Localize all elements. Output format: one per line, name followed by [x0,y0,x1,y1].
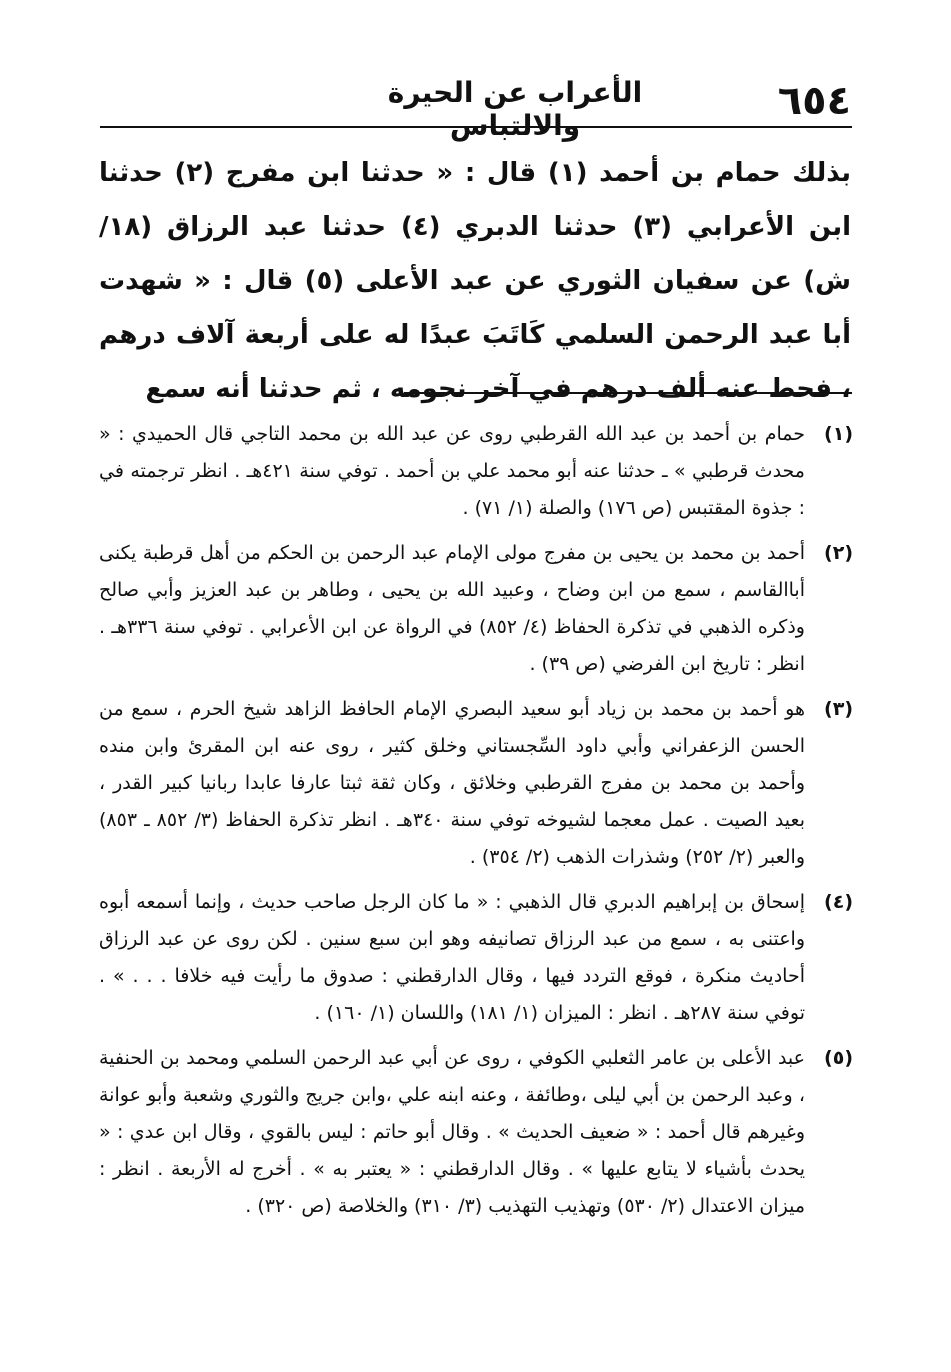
footnote-number: (١) [824,423,853,445]
footnote-text: إسحاق بن إبراهيم الدبري قال الذهبي : « ما كان الرجل صاحب حديث ، وإنما أسمعه أبوه واعتنى به ، سمع من عبد الرزاق تصانيفه وهو ابن سبع سنين . لكن روى عن عبد الرزاق أحاديث منكرة ، فوقع التردد فيها ، وقال الدارقطني : صدوق ما رأيت فيه خلافا . . . » . توفي سنة ٢٨٧هـ . انظر : الميزان (١/ ١٨١) واللسان (١/ ١٦٠) . [99,891,805,1024]
footnote-number: (٢) [824,542,853,564]
page-number: ٦٥٤ [777,78,851,124]
running-header-title: الأعراب عن الحيرة والالتباس [387,76,643,142]
footnote-text: أحمد بن محمد بن يحيى بن مفرج مولى الإمام عبد الرحمن بن الحكم من أهل قرطبة يكنى أباالقاسم ، سمع من ابن وضاح ، وعبيد الله بن يحيى ، وطاهر بن عبد العزيز وأبي صالح وذكره الذهبي في تذكرة الحفاظ (٤/ ٨٥٢) في الرواة عن ابن الأعرابي . توفي سنة ٣٣٦هـ . انظر : تاريخ ابن الفرضي (ص ٣٩) . [99,542,805,675]
footnote-1 [99,416,853,527]
footnote-2 [99,535,853,683]
main-paragraph: بذلك حمام بن أحمد (١) قال : « حدثنا ابن مفرج (٢) حدثنا ابن الأعرابي (٣) حدثنا الدبري (٤) حدثنا عبد الرزاق (١٨/ ش) عن سفيان الثوري عن عبد الأعلى (٥) قال : « شهدت أبا عبد الرحمن السلمي كَاتَبَ عبدًا له على أربعة آلاف درهم ، فحط عنه ألف درهم في آخر نجومه ، ثم حدثنا أنه سمع [99,158,852,404]
footnote-4 [99,884,853,1032]
footnote-separator [404,392,852,394]
footnote-5 [99,1040,853,1225]
footnote-number: (٥) [824,1047,853,1069]
footnote-3 [99,691,853,876]
footnote-text: عبد الأعلى بن عامر الثعلبي الكوفي ، روى عن أبي عبد الرحمن السلمي ومحمد بن الحنفية ، وعبد الرحمن بن أبي ليلى ،وطائفة ، وعنه ابنه علي ،وابن جريج والثوري وشعبة وأبو عوانة وغيرهم قال أحمد : « ضعيف الحديث » . وقال أبو حاتم : ليس بالقوي ، وقال ابن عدي : « يحدث بأشياء لا يتابع عليها » . وقال الدارقطني : « يعتبر به » . أخرج له الأربعة . انظر : ميزان الاعتدال (٢/ ٥٣٠) وتهذيب التهذيب (٣/ ٣١٠) والخلاصة (ص ٣٢٠) . [99,1047,805,1217]
footnote-text: حمام بن أحمد بن عبد الله القرطبي روى عن عبد الله بن محمد التاجي قال الحميدي : « محدث قرطبي » ـ حدثنا عنه أبو محمد علي بن أحمد . توفي سنة ٤٢١هـ . انظر ترجمته في : جذوة المقتبس (ص ١٧٦) والصلة (١/ ٧١) . [99,423,805,519]
footnotes [99,416,853,1233]
main-text-block [99,146,851,416]
footnote-number: (٣) [824,698,853,720]
footnote-text: هو أحمد بن محمد بن زياد أبو سعيد البصري الإمام الحافظ الزاهد شيخ الحرم ، سمع من الحسن الزعفراني وأبي داود السِّجستاني وخلق كثير ، روى عنه ابن المقرئ وابن منده وأحمد بن محمد بن مفرج القرطبي وخلائق ، وكان ثقة ثبتا عارفا عابدا ربانيا كبير القدر ، بعيد الصيت . عمل معجما لشيوخه توفي سنة ٣٤٠هـ . انظر تذكرة الحفاظ (٣/ ٨٥٢ ـ ٨٥٣) والعبر (٢/ ٢٥٢) وشذرات الذهب (٢/ ٣٥٤) . [99,698,805,868]
header-rule [100,126,852,128]
footnote-number: (٤) [824,891,853,913]
